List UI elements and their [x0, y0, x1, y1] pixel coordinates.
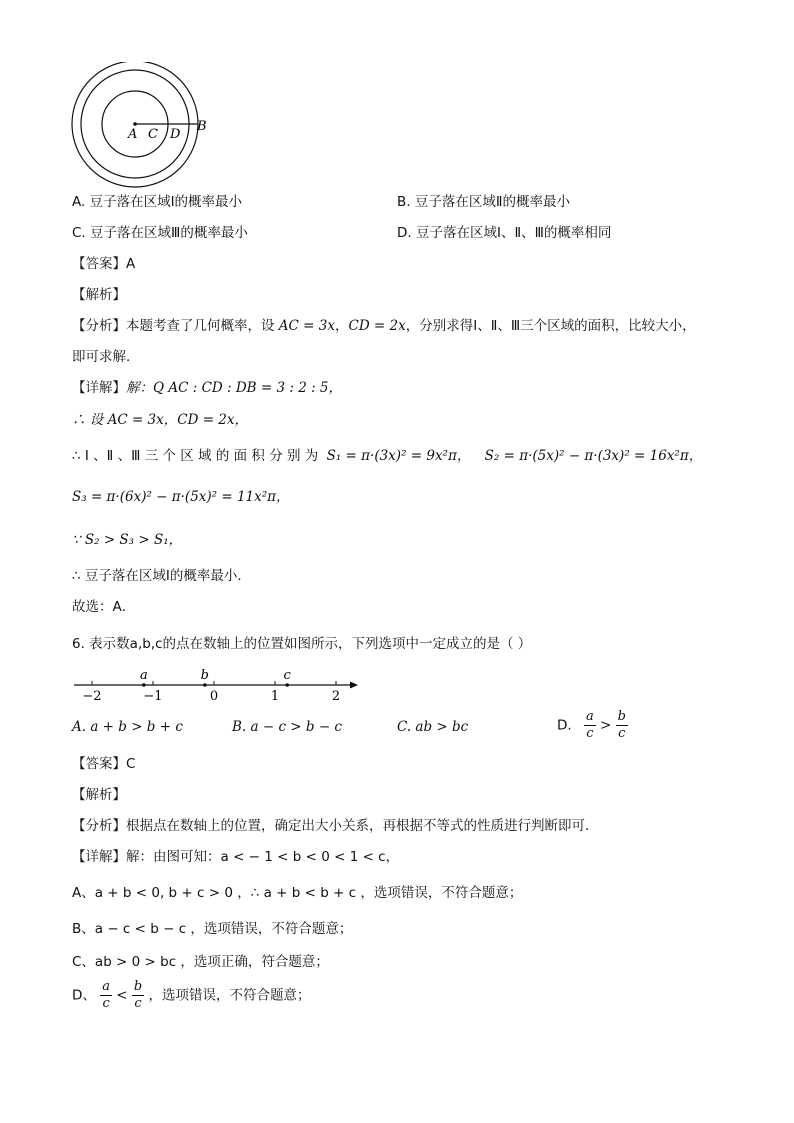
q5-xj-line3 — [72, 448, 702, 464]
q5-fenxi-line1 — [72, 318, 696, 334]
frac2-den: c — [618, 726, 626, 741]
number-line-figure — [70, 664, 365, 704]
fenxi-tag: 【分析】 — [72, 318, 126, 334]
point-a — [142, 683, 146, 687]
fenxi-text: 根据点在数轴上的位置，确定出大小关系，再根据不等式的性质进行判断即可． — [126, 818, 599, 834]
xj3-prefix: ∴ Ⅰ 、Ⅱ 、Ⅲ 三 个 区 域 的 面 积 分 别 为 — [72, 448, 319, 464]
q6-xj-c: C、ab > 0 > bc ，选项正确，符合题意； — [72, 954, 329, 970]
q5-option-c: C. 豆子落在区域Ⅲ的概率最小 — [72, 225, 248, 241]
xj-d-lt: < — [116, 987, 128, 1004]
q5-analysis-tag: 【解析】 — [72, 287, 126, 303]
q6-option-a: A. a + b > b + c — [72, 719, 183, 735]
xj-frac2-den: c — [134, 996, 142, 1011]
center-point — [133, 122, 137, 126]
q5-answer-line — [72, 256, 135, 272]
answer-value: C — [126, 756, 136, 772]
q6-stem: 6. 表示数a,b,c的点在数轴上的位置如图所示，下列选项中一定成立的是（ ） — [72, 636, 532, 652]
label-b: B — [197, 119, 207, 134]
point-label-c: c — [283, 668, 291, 683]
point-b — [203, 683, 207, 687]
q6-option-b: B. a − c > b − c — [232, 719, 342, 735]
label-d: D — [170, 127, 181, 142]
option-d-prefix: D. — [557, 717, 572, 734]
xj-d-frac2 — [132, 979, 144, 1012]
q5-xj-line5: ∵ S₂ > S₃ > S₁， — [72, 532, 183, 548]
xj-d-suffix: ，选项错误，不符合题意； — [148, 987, 311, 1004]
label-c: C — [148, 127, 158, 142]
xiangjie-tag: 【详解】 — [72, 380, 126, 396]
q6-fenxi-line — [72, 818, 599, 834]
answer-value: A — [126, 256, 136, 272]
concentric-circles-figure — [66, 62, 216, 192]
frac1-num: a — [585, 709, 594, 724]
tick-label: −1 — [143, 689, 163, 704]
point-c — [285, 683, 289, 687]
q5-option-a: A. 豆子落在区域Ⅰ的概率最小 — [72, 194, 243, 210]
axis-arrow-icon — [350, 682, 358, 689]
fenxi-tag: 【分析】 — [72, 818, 126, 834]
xj3-s1: S₁ = π·(3x)² = 9x²π， — [326, 448, 471, 464]
q6-xj-b: B、a − c < b − c ，选项错误，不符合题意； — [72, 921, 353, 937]
q6-answer-line — [72, 756, 135, 772]
frac2-num: b — [617, 709, 626, 724]
xiangjie-text: 解：由图可知：a < − 1 < b < 0 < 1 < c， — [126, 849, 400, 865]
fenxi-text2: ，分别求得Ⅰ、Ⅱ、Ⅲ三个区域的面积，比较大小， — [405, 318, 696, 334]
q5-xj-line4: S₃ = π·(6x)² − π·(5x)² = 11x²π， — [72, 489, 290, 505]
xj-frac1-num: a — [102, 979, 110, 994]
answer-tag: 【答案】 — [72, 256, 126, 272]
option-d-frac1 — [584, 709, 596, 742]
tick-label: 1 — [270, 689, 280, 704]
point-label-b: b — [200, 668, 210, 683]
q5-option-b: B. 豆子落在区域Ⅱ的概率最小 — [397, 194, 570, 210]
q6-xj-d — [72, 979, 311, 1012]
q5-option-d: D. 豆子落在区域Ⅰ、Ⅱ、Ⅲ的概率相同 — [397, 225, 612, 241]
fenxi-ac: AC = 3x — [278, 318, 335, 334]
q6-option-d — [557, 709, 628, 742]
xiangjie-ratio: 解：Q AC : CD : DB = 3 : 2 : 5， — [126, 380, 343, 396]
q6-analysis-tag: 【解析】 — [72, 787, 126, 803]
xj3-s2: S₂ = π·(5x)² − π·(3x)² = 16x²π， — [484, 448, 703, 464]
tick-label: −2 — [82, 689, 102, 704]
xj-d-prefix: D、 — [72, 987, 96, 1004]
q5-xiangjie-line1 — [72, 380, 342, 396]
q6-xj-a: A、a + b < 0, b + c > 0 ，∴ a + b < b + c ，选项错误，不符合题意； — [72, 885, 523, 901]
q6-xiangjie-line — [72, 849, 399, 865]
label-a: A — [128, 127, 138, 142]
q5-fenxi-line2: 即可求解． — [72, 349, 140, 365]
q6-option-c: C. ab > bc — [397, 719, 469, 735]
option-d-gt: > — [600, 717, 612, 734]
fenxi-sep: ， — [334, 318, 349, 334]
q5-xj-line2: ∴ 设 AC = 3x，CD = 2x， — [72, 412, 249, 428]
fenxi-text: 本题考查了几何概率，设 — [126, 318, 279, 334]
xj-frac1-den: c — [102, 996, 110, 1011]
q5-xj-line6: ∴ 豆子落在区域Ⅰ的概率最小． — [72, 568, 251, 584]
q5-xj-line7: 故选：A． — [72, 599, 136, 615]
option-d-frac2 — [616, 709, 628, 742]
frac1-den: c — [586, 726, 594, 741]
tick-label: 0 — [209, 689, 219, 704]
tick-label: 2 — [331, 689, 341, 704]
xiangjie-tag: 【详解】 — [72, 849, 126, 865]
fenxi-cd: CD = 2x — [348, 318, 406, 334]
point-label-a: a — [139, 668, 148, 683]
answer-tag: 【答案】 — [72, 756, 126, 772]
xj-d-frac1 — [100, 979, 112, 1012]
xj-frac2-num: b — [133, 979, 143, 994]
